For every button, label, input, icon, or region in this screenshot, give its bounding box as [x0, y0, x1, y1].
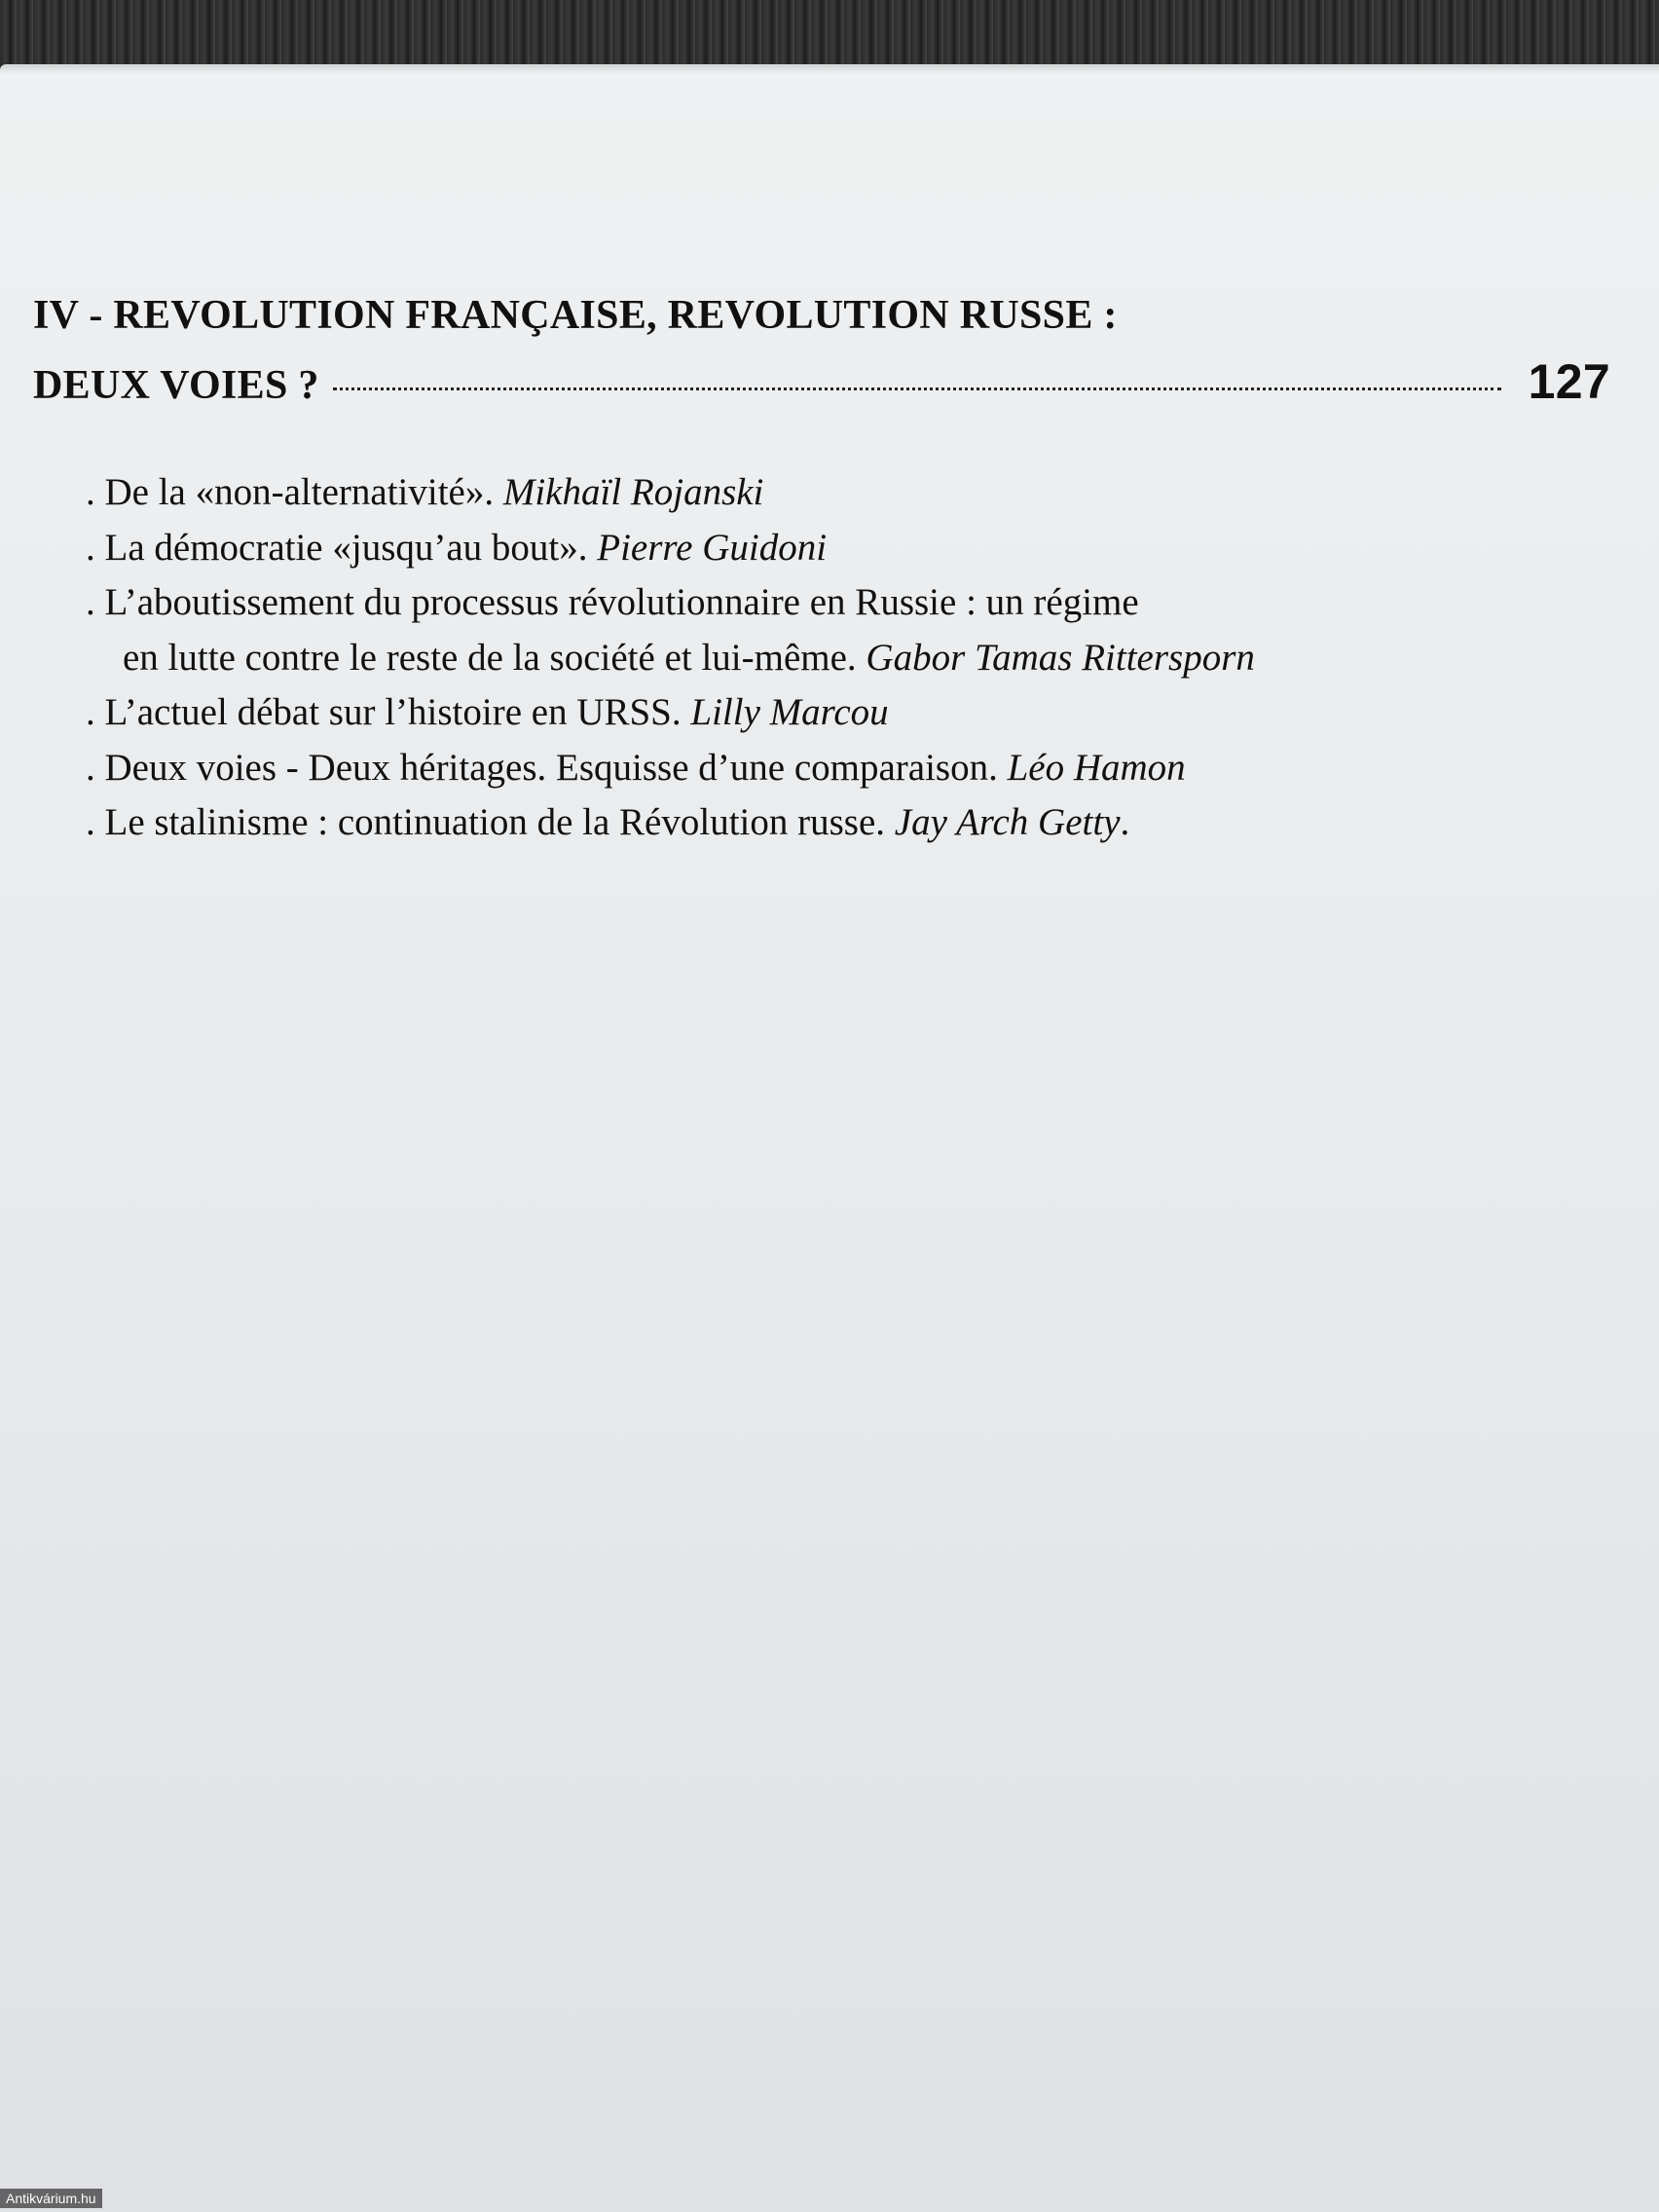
list-item: [86, 685, 1585, 741]
watermark: Antikvárium.hu: [0, 2189, 102, 2208]
section-title-line-2: DEUX VOIES ?: [33, 363, 319, 408]
entry-author: Lilly Marcou: [690, 691, 889, 733]
book-edge-strip: [0, 0, 1659, 70]
entry-title: . De la «non-alternativité».: [86, 471, 503, 513]
dot-leader: [333, 387, 1501, 390]
entry-title: . Deux voies - Deux héritages. Esquisse d’une comparaison.: [86, 746, 1008, 789]
entry-author: Mikhaïl Rojanski: [502, 471, 764, 513]
entry-author: Pierre Guidoni: [597, 526, 828, 569]
section-title-line-1: IV - REVOLUTION FRANÇAISE, REVOLUTION RUSSE :: [33, 293, 1118, 338]
entry-suffix: .: [1120, 801, 1130, 843]
list-item: [86, 741, 1585, 796]
entry-title: . Le stalinisme : continuation de la Révolution russe.: [86, 801, 895, 843]
entry-author: Jay Arch Getty: [894, 801, 1121, 843]
list-item: [86, 795, 1585, 851]
list-item: [86, 575, 1585, 685]
section-page-number: 127: [1528, 354, 1610, 409]
section-toc-row: [33, 349, 1610, 419]
entry-continuation: [86, 631, 1585, 686]
section-heading: [33, 282, 1610, 419]
list-item: [86, 465, 1585, 521]
entry-title: . L’actuel débat sur l’histoire en URSS.: [86, 691, 691, 733]
list-item: [86, 521, 1585, 576]
entry-title-continued: en lutte contre le reste de la société et lui-même.: [123, 636, 866, 679]
entry-author: Gabor Tamas Rittersporn: [866, 636, 1255, 679]
entry-title: . La démocratie «jusqu’au bout».: [86, 526, 598, 569]
entry-list: [86, 465, 1585, 851]
page-shadow: [0, 64, 1659, 74]
entry-author: Léo Hamon: [1007, 746, 1186, 789]
entry-title: . L’aboutissement du processus révolutionnaire en Russie : un régime: [86, 581, 1139, 623]
